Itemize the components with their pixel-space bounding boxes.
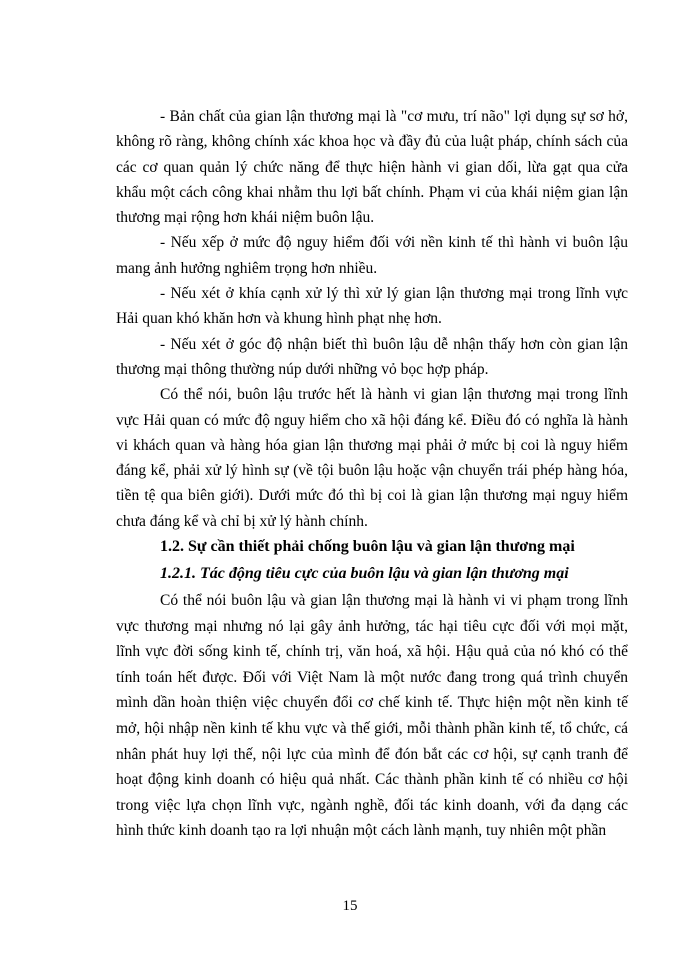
section-heading: 1.2. Sự cần thiết phải chống buôn lậu và gian lận thương mại	[160, 538, 575, 556]
paragraph-handling-aspect: - Nếu xét ở khía cạnh xử lý thì xử lý gian lận thương mại trong lĩnh vực Hải quan khó khăn hơn và khung hình phạt nhẹ hơn.	[116, 285, 628, 328]
paragraph-conclusion: Có thể nói, buôn lậu trước hết là hành vi gian lận thương mại trong lĩnh vực Hải quan có mức độ nguy hiểm cho xã hội đáng kể. Điều đó có nghĩa là hành vi khách quan và hàng hóa gian lận thương mại phải ở mức bị coi là nguy hiểm đáng kể, phải xử lý hình sự (về tội buôn lậu hoặc vận chuyển trái phép hàng hóa, tiền tệ qua biên giới). Dưới mức đó thì bị coi là gian lận thương mại nguy hiểm chưa đáng kể và chỉ bị xử lý hành chính.	[116, 386, 628, 530]
subsection-heading: 1.2.1. Tác động tiêu cực của buôn lậu và gian lận thương mại	[160, 565, 569, 583]
paragraph-nature-of-fraud: - Bản chất của gian lận thương mại là "cơ mưu, trí não" lợi dụng sự sơ hở, không rõ ràng, không chính xác khoa học và đầy đủ của luật pháp, chính sách của các cơ quan quản lý chức năng để thực hiện hành vi gian dối, lừa gạt qua cửa khẩu một cách công khai nhằm thu lợi bất chính. Phạm vi của khái niệm gian lận thương mại rộng hơn khái niệm buôn lậu.	[116, 108, 628, 227]
subsection-body	[116, 588, 628, 844]
paragraph-danger-level: - Nếu xếp ở mức độ nguy hiểm đối với nền kinh tế thì hành vi buôn lậu mang ảnh hưởng nghiêm trọng hơn nhiều.	[116, 234, 628, 277]
paragraph-negative-impact: Có thể nói buôn lậu và gian lận thương mại là hành vi vi phạm trong lĩnh vực thương mại nhưng nó lại gây ảnh hưởng, tác hại tiêu cực đối với mọi mặt, lĩnh vực đời sống kinh tế, chính trị, văn hoá, xã hội. Hậu quả của nó khó có thể tính toán hết được. Đối với Việt Nam là một nước đang trong quá trình chuyển mình dần hoàn thiện việc chuyển đổi cơ chế kinh tế. Thực hiện một nền kinh tế mở, hội nhập nền kinh tế khu vực và thế giới, mỗi thành phần kinh tế, tổ chức, cá nhân phát huy lợi thế, nội lực của mình để đón bắt các cơ hội, sự cạnh tranh để hoạt động kinh doanh có hiệu quả nhất. Các thành phần kinh tế có nhiều cơ hội trong việc lựa chọn lĩnh vực, ngành nghề, đối tác kinh doanh, với đa dạng các hình thức kinh doanh tạo ra lợi nhuận một cách lành mạnh, tuy nhiên một phần	[116, 592, 628, 840]
paragraph-recognition-aspect: - Nếu xét ở góc độ nhận biết thì buôn lậu dễ nhận thấy hơn còn gian lận thương mại thông thường núp dưới những vỏ bọc hợp pháp.	[116, 335, 628, 378]
page-number: 15	[342, 898, 358, 914]
page-body	[116, 104, 628, 844]
